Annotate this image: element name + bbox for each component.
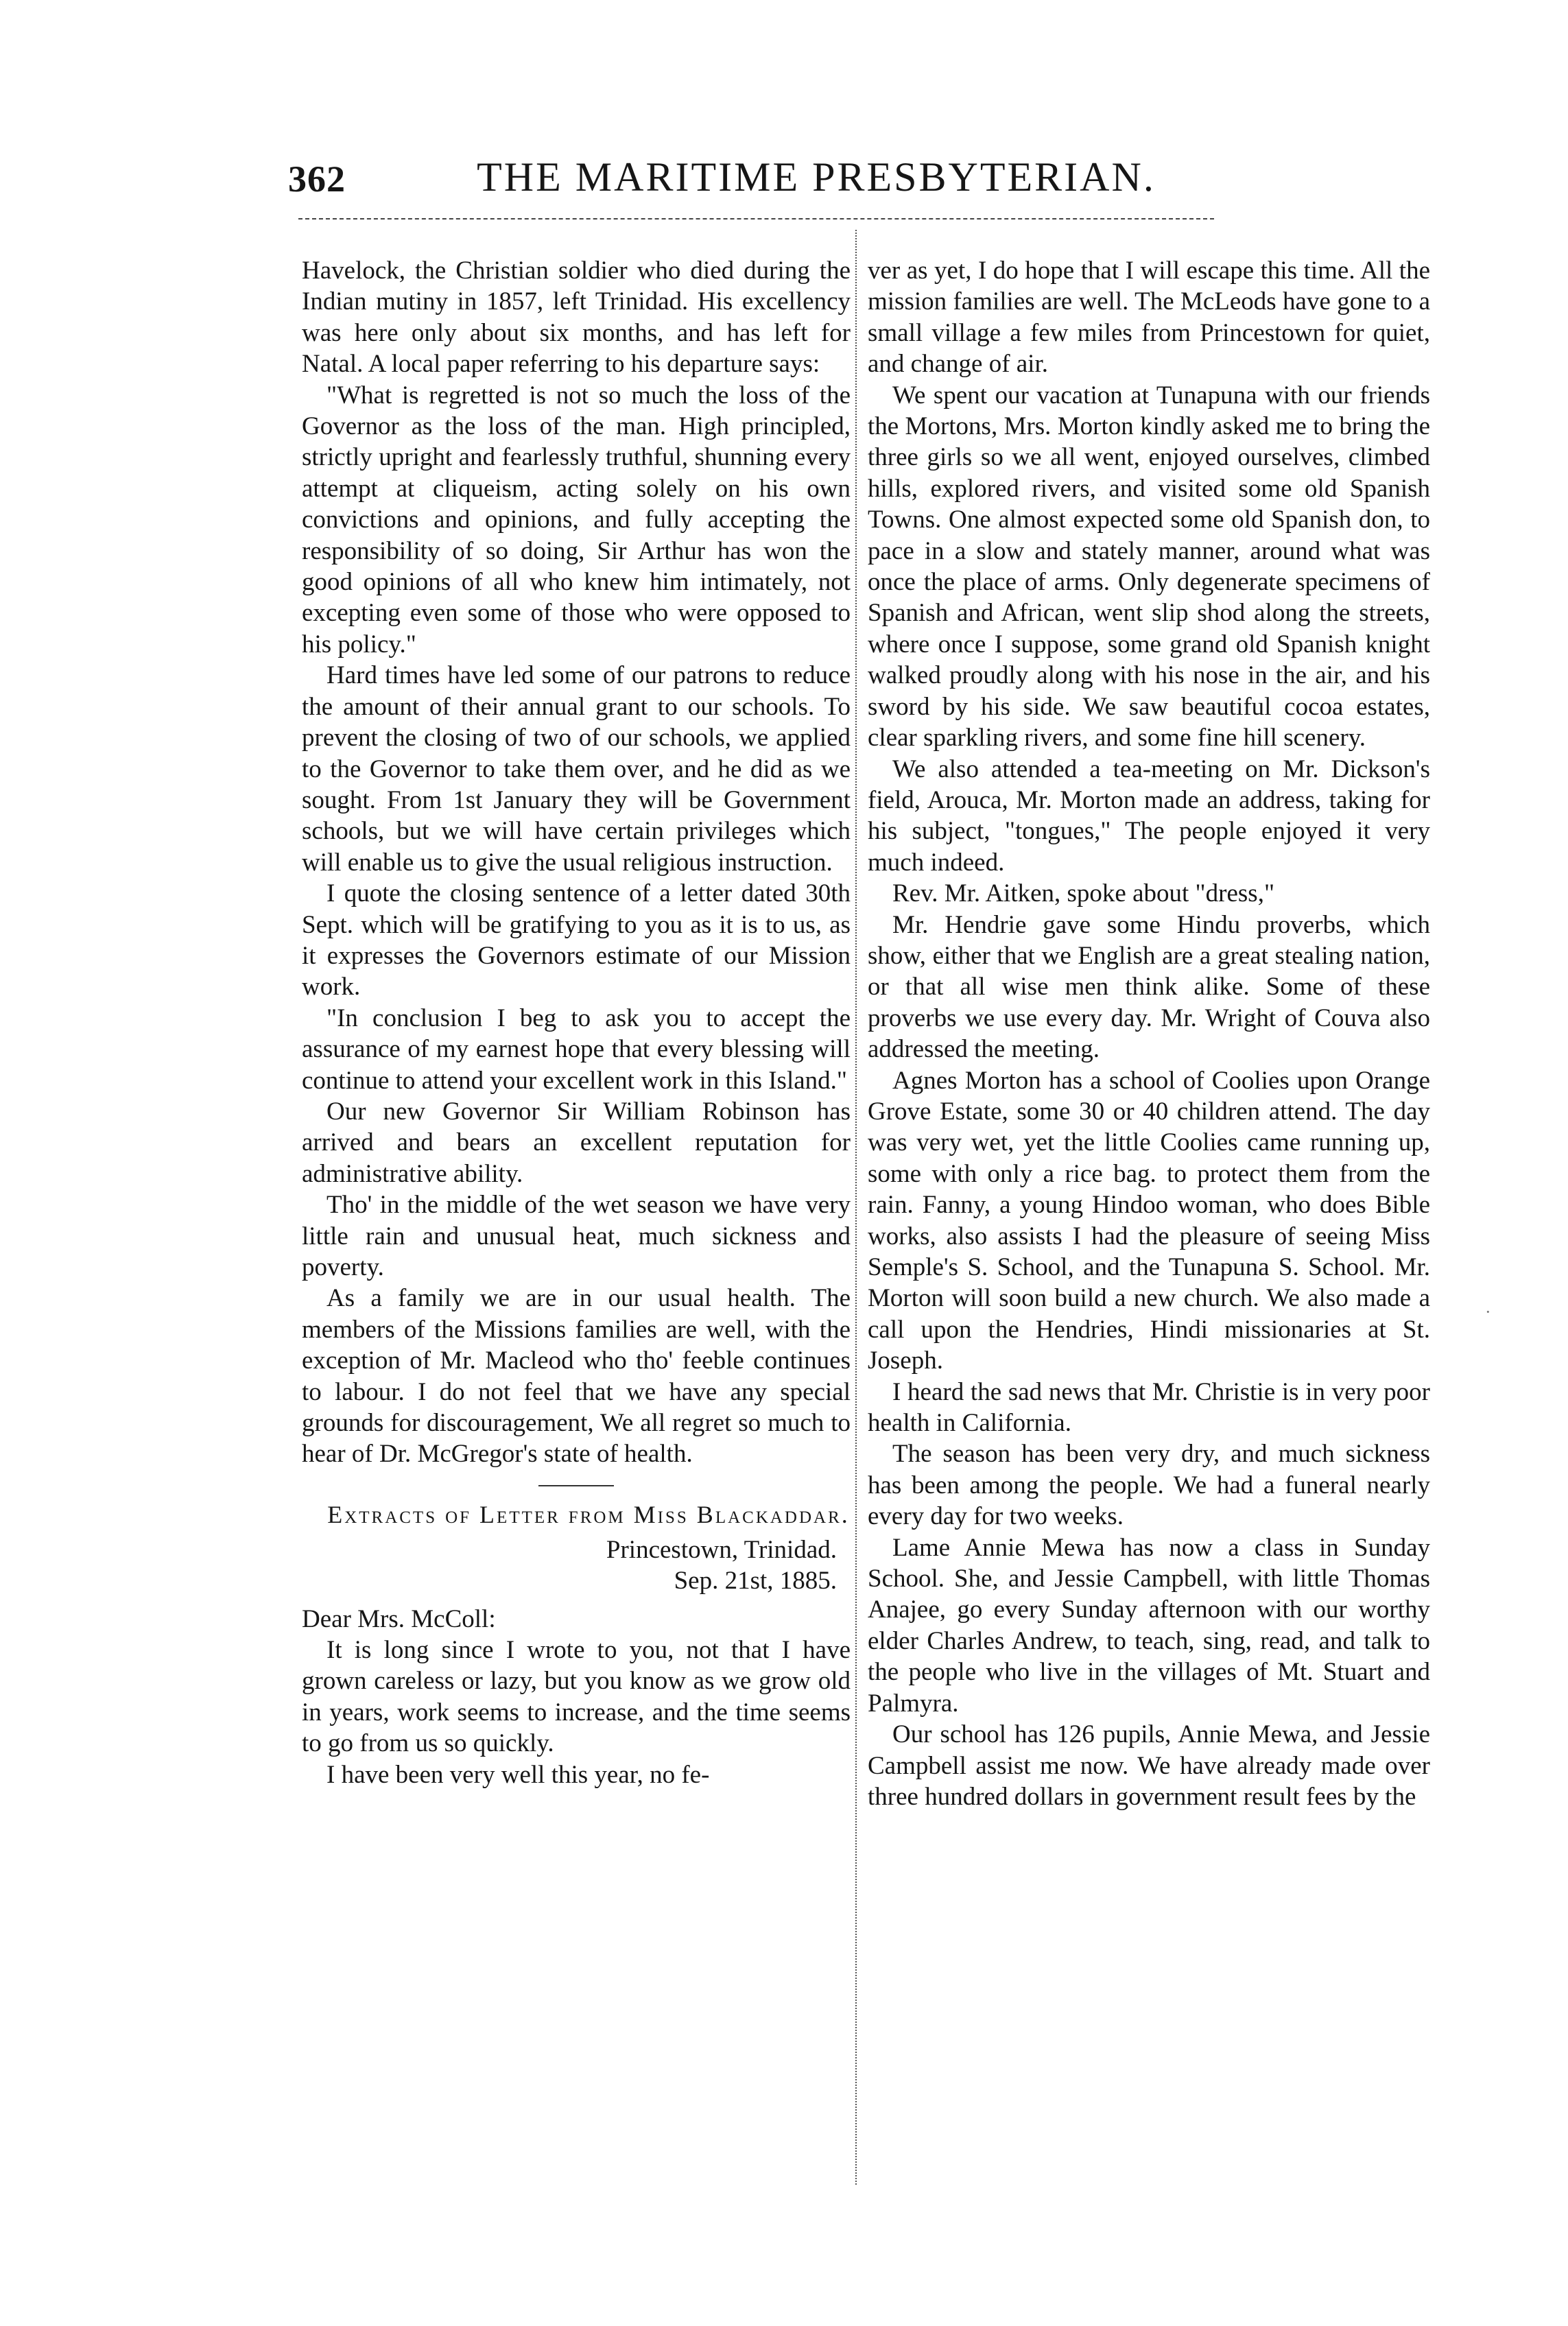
letter-salutation: Dear Mrs. McColl:: [302, 1604, 496, 1633]
margin-mark: ·: [1485, 1302, 1491, 1322]
section-divider: [538, 1485, 614, 1486]
paragraph: Agnes Morton has a school of Coolies upon Orange Grove Estate, some 30 or 40 children attend. The day was very wet, yet the little Coolies came running up, some with only a rice bag. to protect them from the rain. Fanny, a young Hindoo woman, who does Bible works, also assists I had the pleasure of seeing Miss Semple's S. School, and the Tunapuna S. School. Mr. Morton will soon build a new church. We also made a call upon the Hendries, Hindi missionaries at St. Joseph.: [868, 1066, 1430, 1375]
paragraph: Tho' in the middle of the wet season we have very little rain and unusual heat, much sickness and poverty.: [302, 1191, 851, 1281]
column-divider: [855, 230, 857, 2185]
letter-date: Sep. 21st, 1885.: [674, 1567, 837, 1595]
extract-heading: Extracts of Letter from Miss Blackaddar.: [327, 1500, 850, 1528]
right-column: [868, 255, 1430, 1812]
paragraph: I heard the sad news that Mr. Christie is in very poor health in California.: [868, 1377, 1430, 1438]
paragraph: We spent our vacation at Tunapuna with our friends the Mortons, Mrs. Morton kindly asked me to bring the three girls so we all went, enjoyed ourselves, climbed hills, explored rivers, and visited some old Spanish Towns. One almost expected some old Spanish don, to pace in a slow and stately manner, around what was once the place of arms. Only degenerate specimens of Spanish and African, went slip shod along the streets, where once I suppose, some grand old Spanish knight walked proudly along with his nose in the air, and his sword by his side. We saw beautiful cocoa estates, clear sparkling rivers, and some fine hill scenery.: [868, 381, 1430, 752]
paragraph: Hard times have led some of our patrons to reduce the amount of their annual grant to our schools. To prevent the closing of two of our schools, we applied to the Governor to take them over, and he did as we sought. From 1st January they will be Government schools, but we will have certain privileges which will enable us to give the usual religious instruction.: [302, 661, 851, 877]
letter-place: Princestown, Trinidad.: [606, 1535, 837, 1564]
paragraph: It is long since I wrote to you, not that I have grown careless or lazy, but you know as we grow old in years, work seems to increase, and the time seems to go from us so quickly.: [302, 1636, 851, 1758]
paragraph: Lame Annie Mewa has now a class in Sunday School. She, and Jessie Campbell, with little Thomas Anajee, go every Sunday afternoon with our worthy elder Charles Andrew, to teach, sing, read, and talk to the people who live in the villages of Mt. Stuart and Palmyra.: [868, 1533, 1430, 1718]
running-title: THE MARITIME PRESBYTERIAN.: [477, 154, 1156, 200]
quoted-paragraph: "What is regretted is not so much the loss of the Governor as the loss of the man. High principled, strictly upright and fearlessly truthful, shunning every attempt at cliqueism, acting solely on his own convictions and opinions, and fully accepting the responsibility of so doing, Sir Arthur has won the good opinions of all who knew him intimately, not excepting even some of those who were opposed to his policy.": [302, 381, 851, 658]
paragraph: Havelock, the Christian soldier who died during the Indian mutiny in 1857, left Trinidad. His excellency was here only about six months, and has left for Natal. A local paper referring to his departure says:: [302, 257, 851, 379]
paragraph: I have been very well this year, no fe-: [326, 1760, 710, 1789]
paragraph: We also attended a tea-meeting on Mr. Dickson's field, Arouca, Mr. Morton made an address, taking for his subject, "tongues," The people enjoyed it very much indeed.: [868, 755, 1430, 877]
left-column: [302, 255, 851, 1790]
paragraph: The season has been very dry, and much sickness has been among the people. We had a funeral nearly every day for two weeks.: [868, 1440, 1430, 1531]
page-header: [288, 152, 1221, 200]
quoted-paragraph: "In conclusion I beg to ask you to accept the assurance of my earnest hope that every blessing will continue to attend your excellent work in this Island.": [302, 1004, 851, 1095]
paragraph: Mr. Hendrie gave some Hindu proverbs, which show, either that we English are a great stealing nation, or that all wise men think alike. Some of these proverbs we use every day. Mr. Wright of Couva also addressed the meeting.: [868, 910, 1430, 1064]
paragraph: As a family we are in our usual health. The members of the Missions families are well, with the exception of Mr. Macleod who tho' feeble continues to labour. I do not feel that we have any special grounds for discouragement, We all regret so much to hear of Dr. McGregor's state of health.: [302, 1284, 851, 1469]
page-number: 362: [288, 158, 346, 200]
paragraph: ver as yet, I do hope that I will escape this time. All the mission families are well. The McLeods have gone to a small village a few miles from Princestown for quiet, and change of air.: [868, 257, 1430, 379]
paragraph: Rev. Mr. Aitken, spoke about "dress,": [892, 879, 1275, 908]
paragraph: Our school has 126 pupils, Annie Mewa, and Jessie Campbell assist me now. We have already made over three hundred dollars in government result fees by the: [868, 1720, 1430, 1811]
paragraph: I quote the closing sentence of a letter dated 30th Sept. which will be gratifying to you as it is to us, as it expresses the Governors estimate of our Mission work.: [302, 879, 851, 1001]
paragraph: Our new Governor Sir William Robinson has arrived and bears an excellent reputation for administrative ability.: [302, 1097, 851, 1188]
header-rule: [298, 218, 1214, 219]
